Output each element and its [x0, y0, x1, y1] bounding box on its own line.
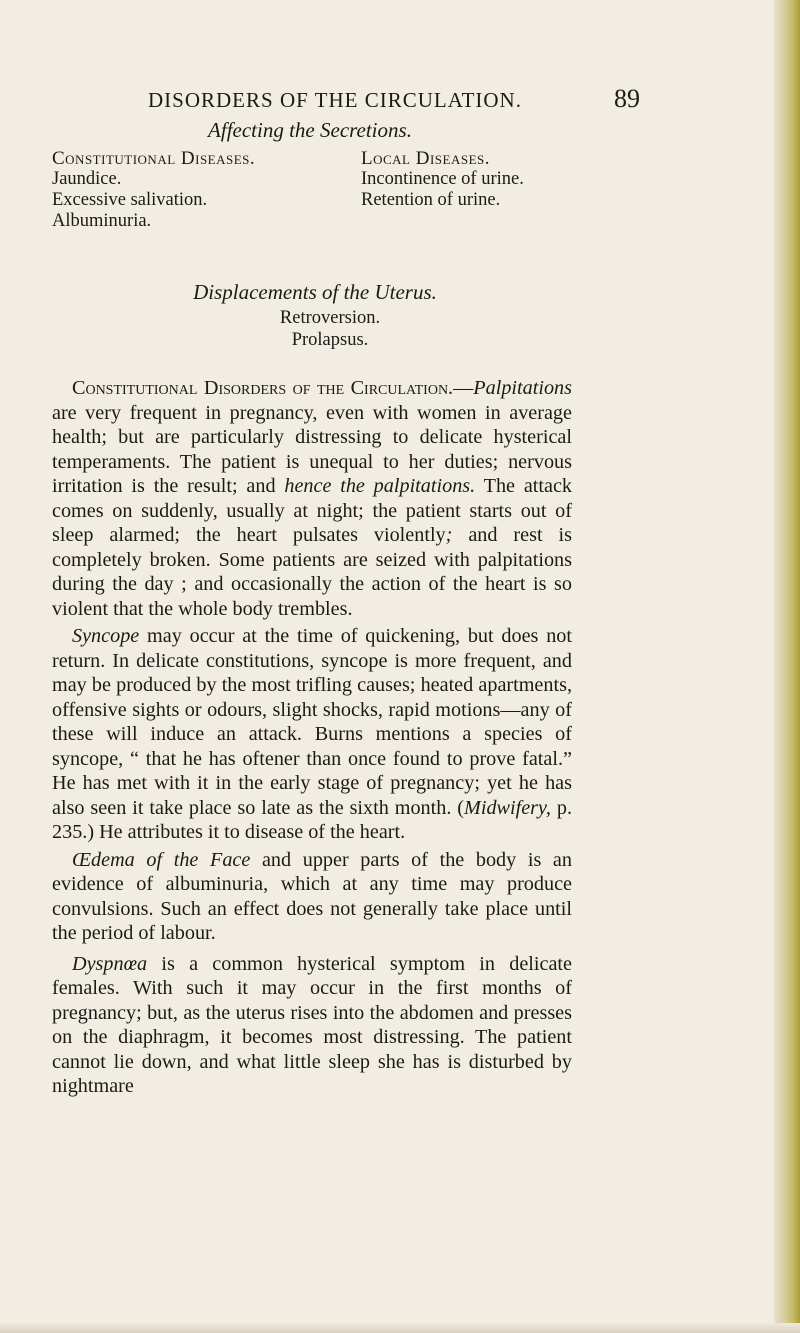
section-heading-displacements: Displacements of the Uterus.	[193, 280, 437, 304]
term-dyspnoea: Dyspnœa	[72, 952, 148, 975]
constitutional-diseases-column	[52, 148, 322, 232]
column-heading-constitutional: Constitutional Diseases.	[52, 148, 256, 169]
paragraph-dyspnoea	[52, 952, 572, 1099]
local-diseases-column	[353, 148, 623, 211]
term-palpitations: Palpitations	[473, 377, 572, 399]
dash: —	[453, 377, 474, 399]
paragraph-text: The attack comes on suddenly, usually at night; the patient starts out of sleep alarmed; the heart pulsates violently	[52, 475, 573, 546]
list-item: Jaundice.	[52, 169, 122, 189]
list-item: Excessive salivation.	[52, 190, 208, 210]
term-oedema: Œdema of the Face	[72, 848, 251, 871]
citation-title: Midwifery,	[464, 796, 551, 819]
paragraph-palpitations	[52, 376, 572, 621]
column-heading-local: Local Diseases.	[361, 148, 491, 169]
term-syncope: Syncope	[72, 625, 140, 647]
paragraph-text: and rest is completely broken. Some patients are seized with palpitations during the day ; and occasionally the action of the heart is so violent that the whole body trembles.	[52, 524, 572, 620]
list-item: Retention of urine.	[361, 190, 501, 210]
list-item: Incontinence of urine.	[361, 169, 524, 189]
section-heading-secretions: Affecting the Secretions.	[208, 118, 412, 142]
lead-phrase: Constitutional Disorders of the Circulation.	[72, 377, 454, 399]
paragraph-text: are very frequent in pregnancy, even with women in average health; but are particularly distressing to delicate hysterical temperaments. The patient is unequal to her duties; nervous irritation is the result; and	[52, 401, 572, 497]
paragraph-text: and upper parts of the body is an evidence of albuminuria, which at any time may produce convulsions. Such an effect does not generally take place until the period of labour.	[52, 848, 572, 944]
paragraph-syncope	[52, 624, 572, 845]
page-edge	[774, 0, 800, 1333]
page-number: 89	[614, 84, 640, 113]
paragraph-text: is a common hysterical symptom in delicate females. With such it may occur in the first months of pregnancy; but, as the uterus rises into the abdomen and presses on the diaphragm, it becomes most distressing. The patient cannot lie down, and what little sleep she has is disturbed by nightmare	[52, 952, 572, 1097]
list-item: Albuminuria.	[52, 211, 152, 231]
emphasis-text: ;	[445, 524, 453, 546]
running-title: DISORDERS OF THE CIRCULATION.	[148, 88, 522, 112]
list-item: Retroversion.	[279, 308, 381, 328]
body-text	[52, 376, 572, 1099]
page-bottom-edge	[0, 1323, 800, 1333]
paragraph-text: may occur at the time of quickening, but does not return. In delicate constitutions, syncope is more frequent, and may be produced by the most trifling causes; heated apartments, offensive sights or odours, slight shocks, rapid motions—any of these will induce an attack. Burns mentions a species of syncope, “ that he has oftener than once found to prove fatal.” He has met with it in the early stage of pregnancy; yet he has also seen it take place so late as the sixth month. (	[52, 625, 572, 819]
emphasis-text: hence the palpitations.	[284, 475, 476, 497]
paragraph-text: p. 235.) He attributes it to disease of the heart.	[52, 796, 572, 843]
list-item: Prolapsus.	[291, 330, 369, 350]
paragraph-oedema	[52, 848, 572, 946]
